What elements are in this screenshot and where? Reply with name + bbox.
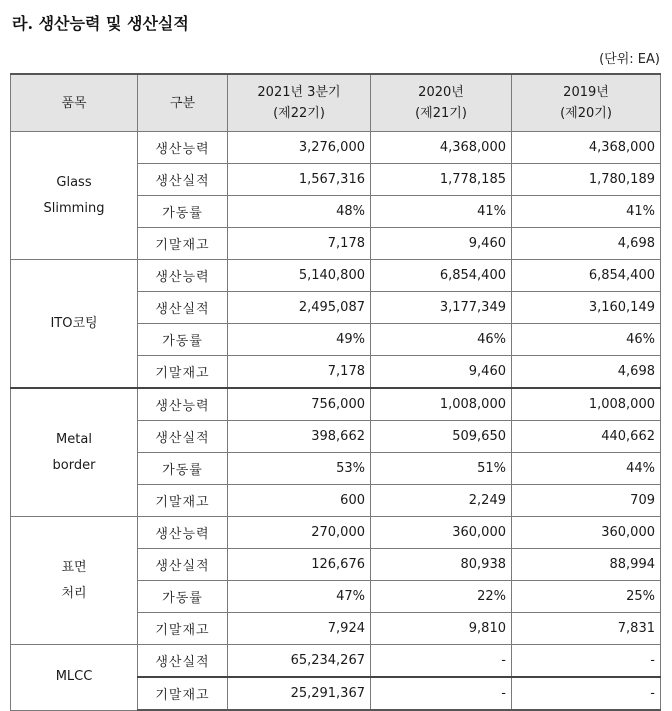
header-product: 품목	[11, 74, 138, 132]
value-cell: 3,276,000	[228, 132, 371, 164]
product-name-line: 표면	[61, 559, 87, 575]
value-cell: 65,234,267	[228, 645, 371, 678]
table-body	[11, 132, 661, 711]
value-cell: 440,662	[512, 421, 661, 453]
value-cell: 48%	[228, 196, 371, 228]
header-period-2019-year: 2019년	[563, 85, 609, 100]
category-cell: 가동률	[138, 324, 228, 356]
category-cell: 생산실적	[138, 164, 228, 196]
value-cell: 756,000	[228, 388, 371, 421]
table-row	[11, 388, 661, 421]
value-cell: -	[512, 677, 661, 710]
value-cell: 600	[228, 485, 371, 517]
header-category: 구분	[138, 74, 228, 132]
value-cell: 709	[512, 485, 661, 517]
header-period-2021q3-year: 2021년 3분기	[257, 85, 341, 100]
product-name-cell	[11, 132, 138, 260]
value-cell: 9,460	[371, 356, 512, 389]
value-cell: 5,140,800	[228, 260, 371, 292]
category-cell: 기말재고	[138, 356, 228, 389]
category-cell: 생산능력	[138, 260, 228, 292]
value-cell: 51%	[371, 453, 512, 485]
category-cell: 기말재고	[138, 677, 228, 710]
header-period-2019-term: (제20기)	[560, 106, 612, 121]
value-cell: 6,854,400	[371, 260, 512, 292]
value-cell: 509,650	[371, 421, 512, 453]
value-cell: 46%	[371, 324, 512, 356]
value-cell: 360,000	[371, 517, 512, 549]
value-cell: 25,291,367	[228, 677, 371, 710]
value-cell: 7,831	[512, 613, 661, 645]
header-period-2021q3-term: (제22기)	[273, 106, 325, 121]
category-cell: 생산능력	[138, 517, 228, 549]
value-cell: 80,938	[371, 549, 512, 581]
product-name-line: Metal	[56, 431, 92, 447]
production-table	[10, 73, 661, 711]
product-name-line: border	[52, 457, 96, 473]
product-name-cell	[11, 388, 138, 517]
header-period-2019	[512, 74, 661, 132]
value-cell: 4,698	[512, 356, 661, 389]
product-name-line: Slimming	[43, 200, 105, 216]
category-cell: 생산실적	[138, 549, 228, 581]
header-period-2020	[371, 74, 512, 132]
product-name-line: MLCC	[55, 669, 93, 685]
value-cell: 44%	[512, 453, 661, 485]
table-row	[11, 260, 661, 292]
value-cell: 7,924	[228, 613, 371, 645]
value-cell: 1,780,189	[512, 164, 661, 196]
value-cell: 4,698	[512, 228, 661, 260]
product-name-line: ITO코팅	[50, 315, 98, 331]
header-period-2020-term: (제21기)	[415, 106, 467, 121]
unit-label: (단위: EA)	[599, 52, 660, 67]
category-cell: 생산능력	[138, 132, 228, 164]
value-cell: 398,662	[228, 421, 371, 453]
product-name-line: 처리	[61, 585, 87, 601]
value-cell: -	[371, 677, 512, 710]
header-period-2020-year: 2020년	[418, 85, 464, 100]
value-cell: 2,249	[371, 485, 512, 517]
product-name-line: Glass	[56, 174, 92, 190]
value-cell: 3,160,149	[512, 292, 661, 324]
value-cell: 53%	[228, 453, 371, 485]
value-cell: 25%	[512, 581, 661, 613]
category-cell: 생산실적	[138, 292, 228, 324]
value-cell: 6,854,400	[512, 260, 661, 292]
category-cell: 가동률	[138, 581, 228, 613]
value-cell: 126,676	[228, 549, 371, 581]
value-cell: 7,178	[228, 228, 371, 260]
value-cell: 9,460	[371, 228, 512, 260]
value-cell: 46%	[512, 324, 661, 356]
category-cell: 가동률	[138, 453, 228, 485]
value-cell: 3,177,349	[371, 292, 512, 324]
category-cell: 생산능력	[138, 388, 228, 421]
value-cell: 47%	[228, 581, 371, 613]
product-name-cell	[11, 645, 138, 711]
value-cell: 1,567,316	[228, 164, 371, 196]
value-cell: 41%	[371, 196, 512, 228]
value-cell: 9,810	[371, 613, 512, 645]
header-period-2021q3	[228, 74, 371, 132]
value-cell: -	[371, 645, 512, 678]
value-cell: 4,368,000	[512, 132, 661, 164]
category-cell: 가동률	[138, 196, 228, 228]
table-row	[11, 132, 661, 164]
category-cell: 기말재고	[138, 485, 228, 517]
value-cell: -	[512, 645, 661, 678]
section-title: 라. 생산능력 및 생산실적	[12, 14, 189, 33]
value-cell: 2,495,087	[228, 292, 371, 324]
category-cell: 생산실적	[138, 645, 228, 678]
header-row	[11, 74, 661, 132]
value-cell: 22%	[371, 581, 512, 613]
value-cell: 7,178	[228, 356, 371, 389]
value-cell: 1,008,000	[371, 388, 512, 421]
value-cell: 1,008,000	[512, 388, 661, 421]
value-cell: 1,778,185	[371, 164, 512, 196]
category-cell: 기말재고	[138, 613, 228, 645]
value-cell: 270,000	[228, 517, 371, 549]
product-name-cell	[11, 517, 138, 645]
table-row	[11, 517, 661, 549]
value-cell: 360,000	[512, 517, 661, 549]
value-cell: 49%	[228, 324, 371, 356]
value-cell: 88,994	[512, 549, 661, 581]
product-name-cell	[11, 260, 138, 389]
value-cell: 41%	[512, 196, 661, 228]
category-cell: 생산실적	[138, 421, 228, 453]
table-row	[11, 645, 661, 678]
value-cell: 4,368,000	[371, 132, 512, 164]
category-cell: 기말재고	[138, 228, 228, 260]
